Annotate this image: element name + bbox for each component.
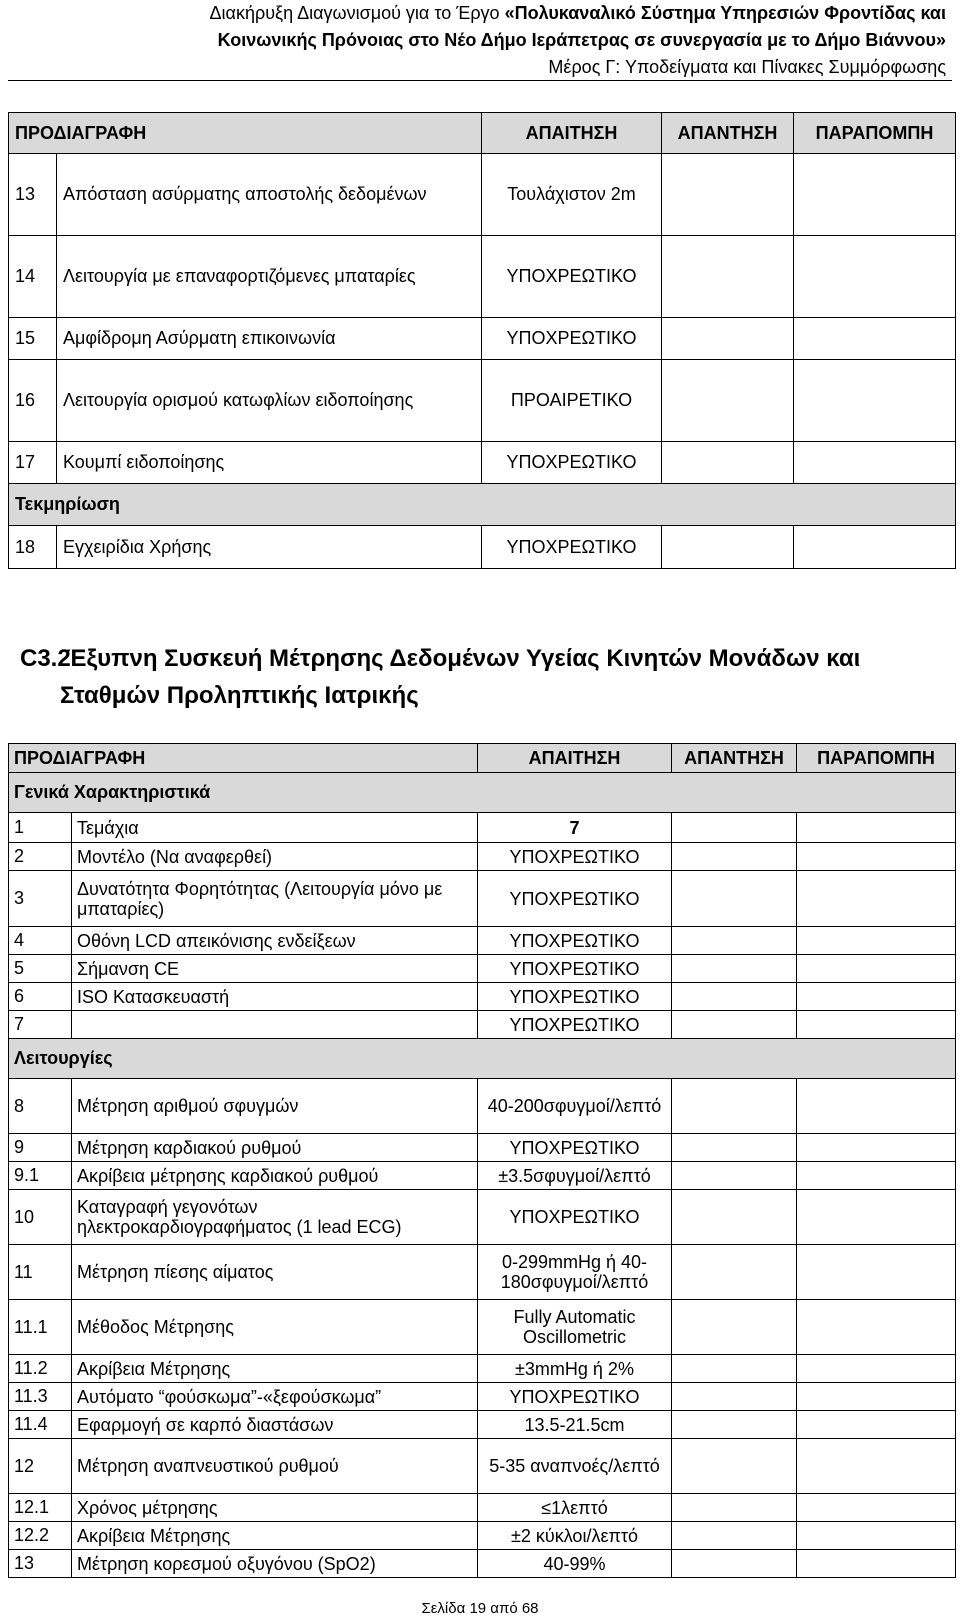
reference-cell[interactable] xyxy=(797,1300,956,1355)
reference-cell[interactable] xyxy=(797,1522,956,1550)
table-row: 7 ΥΠΟΧΡΕΩΤΙΚΟ xyxy=(9,1011,956,1039)
reference-cell[interactable] xyxy=(797,1411,956,1439)
reference-cell[interactable] xyxy=(797,1439,956,1494)
answer-cell[interactable] xyxy=(672,1300,797,1355)
reference-cell[interactable] xyxy=(797,1079,956,1134)
reference-cell[interactable] xyxy=(794,526,956,569)
table-row: 16 Λειτουργία ορισμού κατωφλίων ειδοποίησης ΠΡΟΑΙΡΕΤΙΚΟ xyxy=(9,360,956,442)
answer-cell[interactable] xyxy=(672,1245,797,1300)
answer-cell[interactable] xyxy=(672,1494,797,1522)
answer-cell[interactable] xyxy=(672,1411,797,1439)
col-requirement: ΑΠΑΙΤΗΣΗ xyxy=(482,113,662,154)
table-header-row xyxy=(9,113,956,154)
table-row: 18 Εγχειρίδια Χρήσης ΥΠΟΧΡΕΩΤΙΚΟ xyxy=(9,526,956,569)
table-row: 10 Καταγραφή γεγονότων ηλεκτροκαρδιογραφήματος (1 lead ECG) ΥΠΟΧΡΕΩΤΙΚΟ xyxy=(9,1190,956,1245)
reference-cell[interactable] xyxy=(794,360,956,442)
table-row: 3 Δυνατότητα Φορητότητας (Λειτουργία μόνο με μπαταρίες) ΥΠΟΧΡΕΩΤΙΚΟ xyxy=(9,871,956,927)
table-row: 12.2 Ακρίβεια Μέτρησης ±2 κύκλοι/λεπτό xyxy=(9,1522,956,1550)
table-row: 13 Μέτρηση κορεσμού οξυγόνου (SpO2) 40-99% xyxy=(9,1550,956,1578)
header-line-3: Μέρος Γ: Υποδείγματα και Πίνακες Συμμόρφωσης xyxy=(548,57,946,77)
reference-cell[interactable] xyxy=(797,1011,956,1039)
col-spec: ΠΡΟΔΙΑΓΡΑΦΗ xyxy=(9,744,478,773)
table-row: 11.4 Εφαρμογή σε καρπό διαστάσων 13.5-21.5cm xyxy=(9,1411,956,1439)
col-reference: ΠΑΡΑΠΟΜΠΗ xyxy=(797,744,956,773)
col-answer: ΑΠΑΝΤΗΣΗ xyxy=(662,113,794,154)
section-row-general: Γενικά Χαρακτηριστικά xyxy=(9,773,956,813)
table-header-row xyxy=(9,744,956,773)
answer-cell[interactable] xyxy=(672,927,797,955)
answer-cell[interactable] xyxy=(662,236,794,318)
answer-cell[interactable] xyxy=(662,318,794,360)
table-row: 12 Μέτρηση αναπνευστικού ρυθμού 5-35 αναπνοές/λεπτό xyxy=(9,1439,956,1494)
reference-cell[interactable] xyxy=(797,1162,956,1190)
document-header xyxy=(46,0,946,81)
page-number: Σελίδα 19 από 68 xyxy=(421,1600,539,1617)
reference-cell[interactable] xyxy=(794,154,956,236)
reference-cell[interactable] xyxy=(797,1494,956,1522)
answer-cell[interactable] xyxy=(672,1355,797,1383)
reference-cell[interactable] xyxy=(797,927,956,955)
reference-cell[interactable] xyxy=(797,1355,956,1383)
answer-cell[interactable] xyxy=(672,813,797,843)
reference-cell[interactable] xyxy=(794,318,956,360)
answer-cell[interactable] xyxy=(672,1522,797,1550)
reference-cell[interactable] xyxy=(797,955,956,983)
answer-cell[interactable] xyxy=(672,1079,797,1134)
table-row: 5 Σήμανση CE ΥΠΟΧΡΕΩΤΙΚΟ xyxy=(9,955,956,983)
answer-cell[interactable] xyxy=(672,871,797,927)
answer-cell[interactable] xyxy=(672,1383,797,1411)
compliance-table-2 xyxy=(8,743,956,1578)
answer-cell[interactable] xyxy=(672,1162,797,1190)
answer-cell[interactable] xyxy=(672,955,797,983)
section-number: C3.2 xyxy=(20,645,71,672)
table-row: 9.1 Ακρίβεια μέτρησης καρδιακού ρυθμού ±3.5σφυγμοί/λεπτό xyxy=(9,1162,956,1190)
reference-cell[interactable] xyxy=(797,983,956,1011)
table-row: 11.2 Ακρίβεια Μέτρησης ±3mmHg ή 2% xyxy=(9,1355,956,1383)
reference-cell[interactable] xyxy=(797,871,956,927)
table-row: 13 Απόσταση ασύρματης αποστολής δεδομένων Τουλάχιστον 2m xyxy=(9,154,956,236)
reference-cell[interactable] xyxy=(797,1383,956,1411)
reference-cell[interactable] xyxy=(797,1245,956,1300)
table-row: 15 Αμφίδρομη Ασύρματη επικοινωνία ΥΠΟΧΡΕΩΤΙΚΟ xyxy=(9,318,956,360)
section-row-functions: Λειτουργίες xyxy=(9,1039,956,1079)
answer-cell[interactable] xyxy=(672,1439,797,1494)
reference-cell[interactable] xyxy=(797,1190,956,1245)
answer-cell[interactable] xyxy=(672,1011,797,1039)
table-row: 17 Κουμπί ειδοποίησης ΥΠΟΧΡΕΩΤΙΚΟ xyxy=(9,442,956,484)
table-row: 2 Μοντέλο (Να αναφερθεί) ΥΠΟΧΡΕΩΤΙΚΟ xyxy=(9,843,956,871)
reference-cell[interactable] xyxy=(797,1134,956,1162)
reference-cell[interactable] xyxy=(797,813,956,843)
header-line-2: Κοινωνικής Πρόνοιας στο Νέο Δήμο Ιεράπετρας σε συνεργασία με το Δήμο Βιάννου» xyxy=(217,30,946,50)
answer-cell[interactable] xyxy=(662,154,794,236)
answer-cell[interactable] xyxy=(672,1190,797,1245)
header-line-1: Διακήρυξη Διαγωνισμού για το Έργο «Πολυκαναλικό Σύστημα Υπηρεσιών Φροντίδας και xyxy=(209,3,946,23)
section-row-documentation: Τεκμηρίωση xyxy=(9,484,956,526)
col-spec: ΠΡΟΔΙΑΓΡΑΦΗ xyxy=(9,113,482,154)
table-row: 9 Μέτρηση καρδιακού ρυθμού ΥΠΟΧΡΕΩΤΙΚΟ xyxy=(9,1134,956,1162)
col-requirement: ΑΠΑΙΤΗΣΗ xyxy=(478,744,672,773)
answer-cell[interactable] xyxy=(662,526,794,569)
table-row: 6 ISO Κατασκευαστή ΥΠΟΧΡΕΩΤΙΚΟ xyxy=(9,983,956,1011)
table-row: 11.1 Μέθοδος Μέτρησης Fully Automatic Oscillometric xyxy=(9,1300,956,1355)
section-title-line-2: Σταθμών Προληπτικής Ιατρικής xyxy=(60,682,419,709)
compliance-table-1 xyxy=(8,112,956,569)
table-row: 11.3 Αυτόματο “φούσκωμα”-«ξεφούσκωμα” ΥΠΟΧΡΕΩΤΙΚΟ xyxy=(9,1383,956,1411)
reference-cell[interactable] xyxy=(797,843,956,871)
answer-cell[interactable] xyxy=(672,843,797,871)
table-row: 14 Λειτουργία με επαναφορτιζόμενες μπαταρίες ΥΠΟΧΡΕΩΤΙΚΟ xyxy=(9,236,956,318)
reference-cell[interactable] xyxy=(794,236,956,318)
table-row: 12.1 Χρόνος μέτρησης ≤1λεπτό xyxy=(9,1494,956,1522)
table-row: 8 Μέτρηση αριθμού σφυγμών 40-200σφυγμοί/λεπτό xyxy=(9,1079,956,1134)
answer-cell[interactable] xyxy=(662,442,794,484)
reference-cell[interactable] xyxy=(797,1550,956,1578)
table-row: 4 Οθόνη LCD απεικόνισης ενδείξεων ΥΠΟΧΡΕΩΤΙΚΟ xyxy=(9,927,956,955)
answer-cell[interactable] xyxy=(662,360,794,442)
section-title-line-1: Έξυπνη Συσκευή Μέτρησης Δεδομένων Υγείας Κινητών Μονάδων και xyxy=(66,645,861,672)
reference-cell[interactable] xyxy=(794,442,956,484)
col-answer: ΑΠΑΝΤΗΣΗ xyxy=(672,744,797,773)
col-reference: ΠΑΡΑΠΟΜΠΗ xyxy=(794,113,956,154)
answer-cell[interactable] xyxy=(672,1134,797,1162)
table-row: 11 Μέτρηση πίεσης αίματος 0-299mmHg ή 40-180σφυγμοί/λεπτό xyxy=(9,1245,956,1300)
answer-cell[interactable] xyxy=(672,983,797,1011)
header-divider xyxy=(8,80,952,81)
table-row: 1 Τεμάχια 7 xyxy=(9,813,956,843)
answer-cell[interactable] xyxy=(672,1550,797,1578)
section-heading xyxy=(20,640,950,714)
